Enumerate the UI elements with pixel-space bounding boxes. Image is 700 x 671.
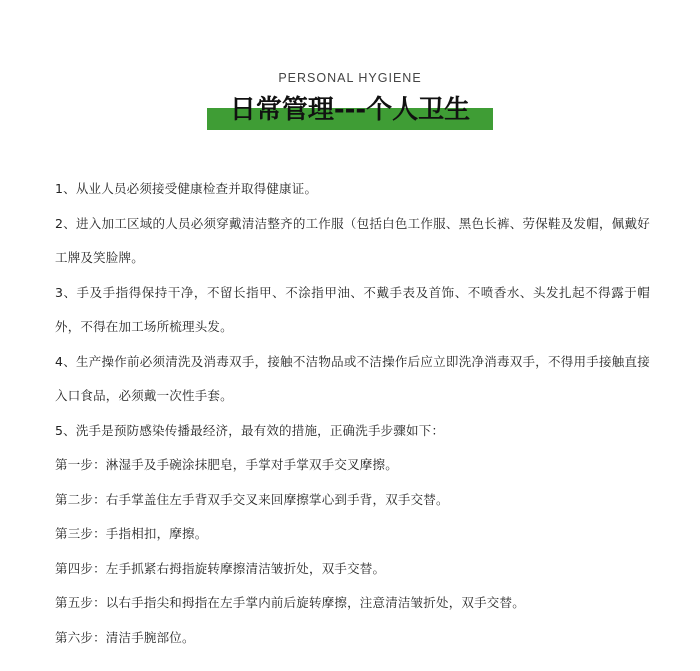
rule-2: 2、进入加工区域的人员必须穿戴清洁整齐的工作服（包括白色工作服、黑色长裤、劳保鞋及发帽，佩戴好工牌及笑脸牌。	[55, 215, 650, 265]
step-5: 第五步：以右手指尖和拇指在左手掌内前后旋转摩擦，注意清洁皱折处，双手交替。	[55, 595, 525, 610]
rule-5: 5、洗手是预防感染传播最经济，最有效的措施，正确洗手步骤如下：	[55, 422, 445, 438]
step-3: 第三步：手指相扣，摩擦。	[55, 526, 208, 541]
page-title: 日常管理---个人卫生	[229, 95, 471, 125]
rule-1: 1、从业人员必须接受健康检查并取得健康证。	[55, 181, 318, 196]
rule-3: 3、手及手指得保持干净，不留长指甲、不涂指甲油、不戴手表及首饰、不喷香水、头发扎起不得露于帽外，不得在加工场所梳理头发。	[55, 284, 650, 334]
step-2: 第二步：右手掌盖住左手背双手交叉来回摩擦掌心到手背，双手交替。	[55, 491, 449, 507]
step-1: 第一步：淋湿手及手碗涂抹肥皂，手掌对手掌双手交叉摩擦。	[55, 457, 398, 472]
step-4: 第四步：左手抓紧右拇指旋转摩擦清洁皱折处，双手交替。	[55, 560, 386, 576]
header	[0, 70, 700, 138]
step-6: 第六步：清洁手腕部位。	[55, 629, 195, 645]
subtitle: PERSONAL HYGIENE	[278, 71, 422, 85]
hygiene-rules	[55, 172, 650, 655]
rule-4: 4、生产操作前必须清洗及消毒双手，接触不洁物品或不洁操作后应立即洗净消毒双手，不得用手接触直接入口食品，必须戴一次性手套。	[55, 353, 650, 403]
title-block	[207, 92, 493, 138]
